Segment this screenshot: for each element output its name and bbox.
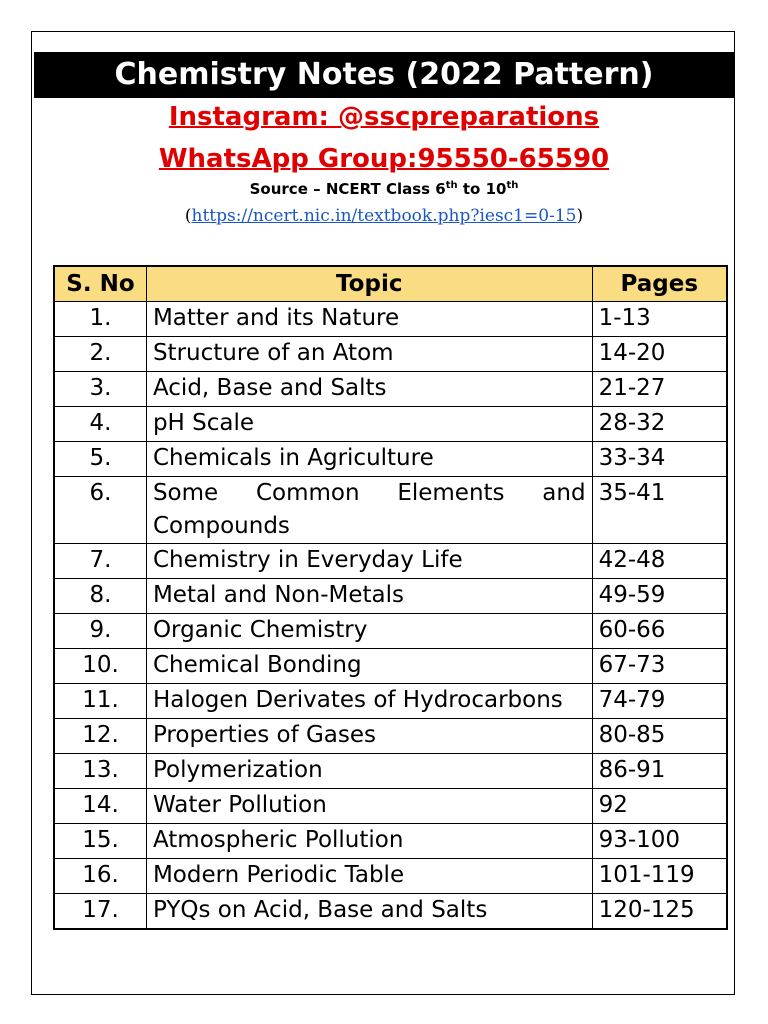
row-pages: 1-13: [592, 302, 727, 337]
row-pages: 120-125: [592, 894, 727, 930]
row-topic: Chemistry in Everyday Life: [146, 544, 592, 579]
row-pages: 67-73: [592, 649, 727, 684]
row-number: 13.: [54, 754, 146, 789]
row-number: 16.: [54, 859, 146, 894]
table-row: [54, 859, 727, 894]
row-topic: Organic Chemistry: [146, 614, 592, 649]
row-number: 8.: [54, 579, 146, 614]
page-title: Chemistry Notes (2022 Pattern): [34, 52, 734, 98]
row-topic: Halogen Derivates of Hydrocarbons: [146, 684, 592, 719]
row-number: 2.: [54, 337, 146, 372]
row-pages: 93-100: [592, 824, 727, 859]
table-row: [54, 337, 727, 372]
row-topic: pH Scale: [146, 407, 592, 442]
source-prefix: Source – NCERT Class 6: [249, 180, 446, 198]
row-topic: PYQs on Acid, Base and Salts: [146, 894, 592, 930]
ncert-link[interactable]: https://ncert.nic.in/textbook.php?iesc1=0-15: [191, 206, 577, 226]
row-topic: Chemical Bonding: [146, 649, 592, 684]
table-row: [54, 302, 727, 337]
source-line: [0, 180, 768, 198]
header-topic: Topic: [146, 266, 592, 302]
row-topic: Properties of Gases: [146, 719, 592, 754]
row-pages: 14-20: [592, 337, 727, 372]
header-pages: Pages: [592, 266, 727, 302]
row-pages: 86-91: [592, 754, 727, 789]
row-number: 3.: [54, 372, 146, 407]
table-row: [54, 754, 727, 789]
row-topic: Polymerization: [146, 754, 592, 789]
row-topic: Chemicals in Agriculture: [146, 442, 592, 477]
header-sno: S. No: [54, 266, 146, 302]
row-pages: 80-85: [592, 719, 727, 754]
table-row: [54, 649, 727, 684]
row-pages: 42-48: [592, 544, 727, 579]
row-pages: 92: [592, 789, 727, 824]
source-mid: to 10: [457, 180, 507, 198]
row-number: 9.: [54, 614, 146, 649]
table-row: [54, 579, 727, 614]
row-topic: Metal and Non-Metals: [146, 579, 592, 614]
table-row: [54, 614, 727, 649]
row-number: 7.: [54, 544, 146, 579]
whatsapp-group: WhatsApp Group:95550-65590: [158, 144, 610, 174]
table-row: [54, 477, 727, 544]
row-pages: 21-27: [592, 372, 727, 407]
row-number: 6.: [54, 477, 146, 544]
source-sup-2: th: [506, 180, 519, 191]
source-link-line: [0, 206, 768, 226]
table-row: [54, 719, 727, 754]
row-topic: Atmospheric Pollution: [146, 824, 592, 859]
table-header-row: [54, 266, 727, 302]
table-row: [54, 824, 727, 859]
row-pages: 101-119: [592, 859, 727, 894]
row-number: 11.: [54, 684, 146, 719]
row-number: 1.: [54, 302, 146, 337]
row-pages: 33-34: [592, 442, 727, 477]
row-topic: Structure of an Atom: [146, 337, 592, 372]
row-topic: Matter and its Nature: [146, 302, 592, 337]
row-number: 17.: [54, 894, 146, 930]
table-body: [54, 302, 727, 930]
link-close-paren: ): [576, 206, 584, 226]
row-number: 15.: [54, 824, 146, 859]
instagram-handle: Instagram: @sscpreparations: [168, 102, 600, 132]
row-number: 12.: [54, 719, 146, 754]
row-topic: Acid, Base and Salts: [146, 372, 592, 407]
row-pages: 35-41: [592, 477, 727, 544]
table-row: [54, 372, 727, 407]
row-pages: 28-32: [592, 407, 727, 442]
row-number: 4.: [54, 407, 146, 442]
row-pages: 74-79: [592, 684, 727, 719]
row-topic: Some Common Elements and Compounds: [146, 477, 592, 544]
table-row: [54, 442, 727, 477]
table-row: [54, 407, 727, 442]
table-row: [54, 894, 727, 930]
table-row: [54, 544, 727, 579]
link-open-paren: (: [184, 206, 192, 226]
row-pages: 49-59: [592, 579, 727, 614]
row-number: 5.: [54, 442, 146, 477]
source-sup-1: th: [445, 180, 458, 191]
row-topic: Modern Periodic Table: [146, 859, 592, 894]
table-row: [54, 684, 727, 719]
row-pages: 60-66: [592, 614, 727, 649]
row-topic: Water Pollution: [146, 789, 592, 824]
row-number: 14.: [54, 789, 146, 824]
topics-table: [53, 265, 728, 930]
row-number: 10.: [54, 649, 146, 684]
table-row: [54, 789, 727, 824]
